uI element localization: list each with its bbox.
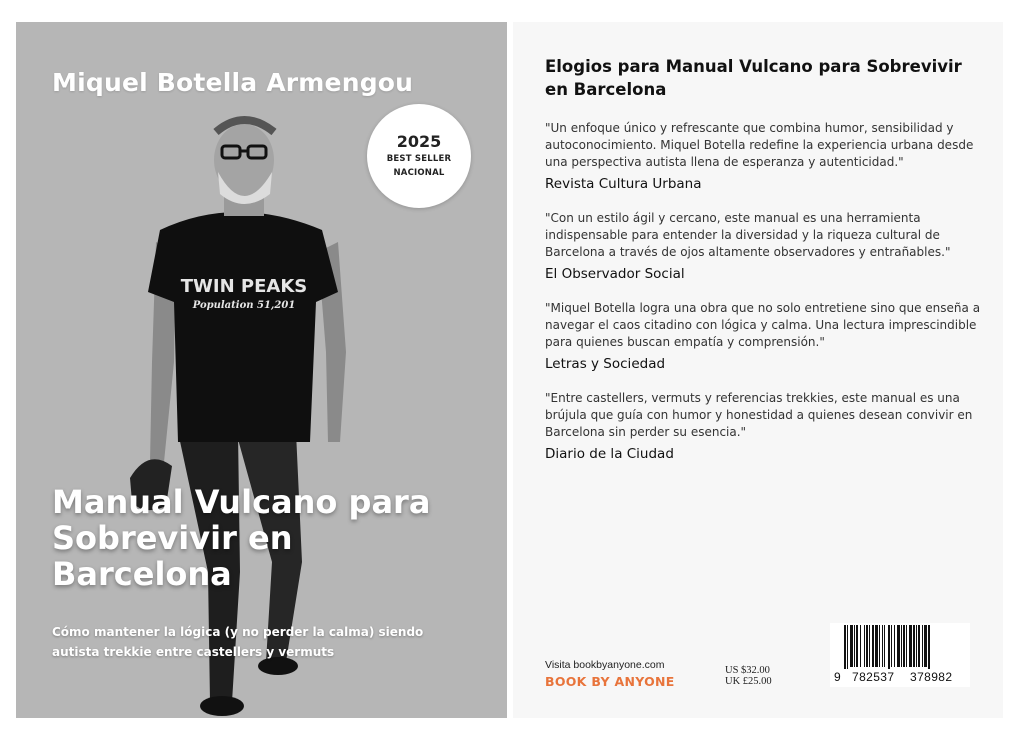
barcode-bar: [869, 625, 870, 667]
price-uk: UK £25.00: [725, 676, 772, 687]
review-item: [545, 120, 985, 193]
barcode-bar: [866, 625, 868, 667]
barcode-bar: [916, 625, 917, 667]
review-quote: "Miquel Botella logra una obra que no solo entretiene sino que enseña a navegar el caos citadino con lógica y calma. Una lectura imprescindible para quienes buscan empatía y comprensión.": [545, 301, 981, 349]
review-item: [545, 300, 985, 373]
best-seller-badge: [367, 104, 471, 208]
barcode-bar: [897, 625, 900, 667]
book-title: Manual Vulcano para Sobrevivir en Barcelona: [52, 483, 431, 593]
review-source: Revista Cultura Urbana: [545, 176, 702, 192]
barcode-bars: [830, 623, 970, 669]
barcode-bar: [882, 625, 883, 667]
review-quote: "Con un estilo ágil y cercano, este manual es una herramienta indispensable para entender la diversidad y la riqueza cultural de Barcelona a través de ojos altamente observadores y entrañables.": [545, 211, 951, 259]
barcode-bar: [903, 625, 905, 667]
shirt-print-title: TWIN PEAKS: [180, 276, 308, 297]
publisher-logo: BOOK BY ANYONE: [545, 674, 675, 689]
review-source: Letras y Sociedad: [545, 356, 666, 372]
barcode-bar: [928, 625, 930, 669]
barcode-bar: [922, 625, 923, 667]
review-item: [545, 390, 985, 463]
barcode-digit-lead: 9: [834, 670, 842, 684]
review-quote: "Un enfoque único y refrescante que combina humor, sensibilidad y autoconocimiento. Miquel Botella redefine la experiencia urbana desde una perspectiva autista llena de esperanza y autenticidad.": [545, 121, 974, 169]
barcode-bar: [918, 625, 920, 667]
isbn-barcode: [830, 623, 970, 687]
barcode-bar: [894, 625, 895, 667]
barcode-bar: [901, 625, 902, 667]
badge-line-2: NACIONAL: [393, 168, 445, 178]
barcode-bar: [847, 625, 848, 669]
barcode-bar: [872, 625, 874, 667]
barcode-bar: [924, 625, 927, 667]
barcode-bar: [913, 625, 915, 667]
praise-heading: Elogios para Manual Vulcano para Sobrevivir en Barcelona: [545, 57, 962, 99]
price-block: [725, 665, 772, 687]
front-cover: [16, 22, 507, 718]
publisher-website[interactable]: Visita bookbyanyone.com: [545, 659, 665, 671]
barcode-bar: [884, 625, 885, 667]
barcode-bar: [888, 625, 890, 669]
barcode-bar: [909, 625, 912, 667]
book-subtitle: Cómo mantener la lógica (y no perder la calma) siendo autista trekkie entre castellers y vermuts: [52, 625, 424, 659]
barcode-bar: [850, 625, 853, 667]
barcode-bar: [864, 625, 865, 667]
review-item: [545, 210, 985, 283]
review-source: Diario de la Ciudad: [545, 446, 674, 462]
barcode-bar: [844, 625, 846, 669]
badge-year: 2025: [396, 132, 442, 151]
review-quote: "Entre castellers, vermuts y referencias trekkies, este manual es una brújula que guía con humor y honestidad a quienes desean convivir en Barcelona sin perder su esencia.": [545, 391, 973, 439]
barcode-bar: [875, 625, 878, 667]
barcode-bar: [879, 625, 880, 667]
barcode-digits-right: 378982: [910, 670, 953, 684]
back-cover: [513, 22, 1003, 718]
price-us: US $32.00: [725, 665, 770, 676]
barcode-digits-left: 782537: [852, 670, 895, 684]
badge-line-1: BEST SELLER: [386, 154, 452, 164]
author-name: Miquel Botella Armengou: [52, 68, 414, 97]
barcode-bar: [891, 625, 892, 667]
barcode-bar: [856, 625, 858, 667]
barcode-bar: [906, 625, 907, 667]
barcode-bar: [860, 625, 861, 667]
review-source: El Observador Social: [545, 266, 685, 282]
barcode-bar: [854, 625, 855, 667]
shirt-print-subtitle: Population 51,201: [192, 300, 296, 311]
